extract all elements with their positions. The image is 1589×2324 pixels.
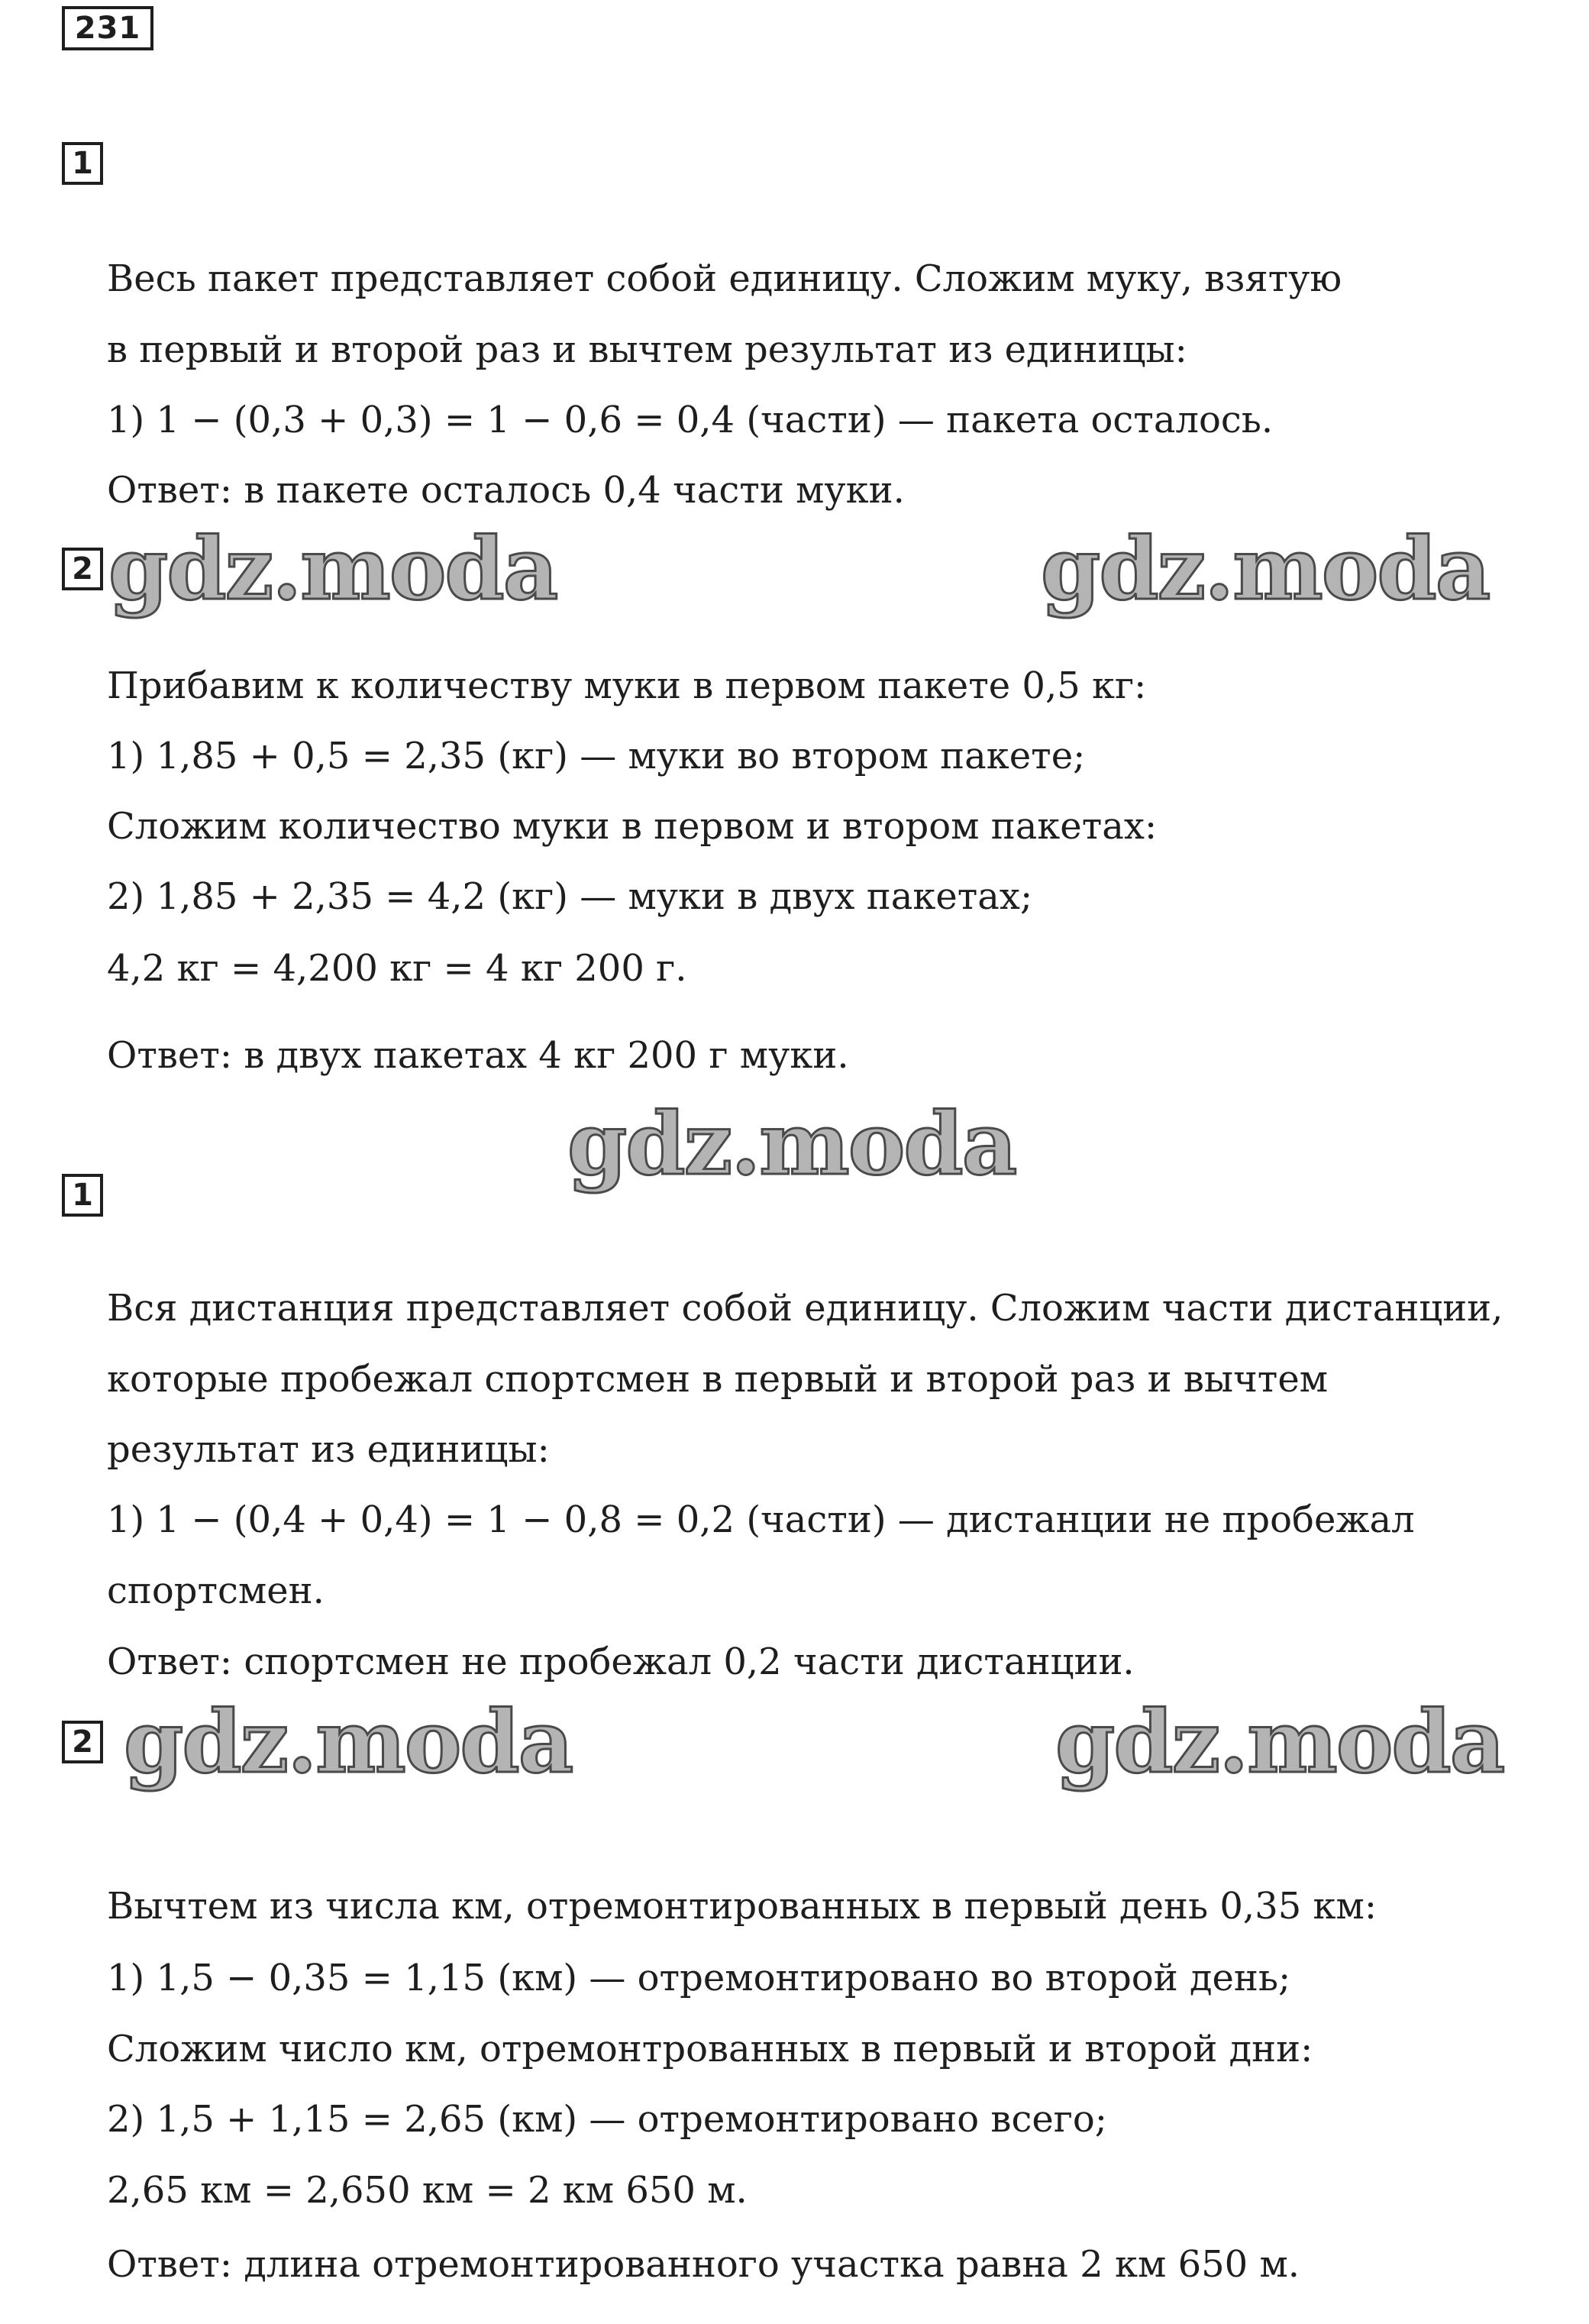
page-number-box <box>62 6 153 50</box>
text-line: 1) 1 − (0,3 + 0,3) = 1 − 0,6 = 0,4 (части) — пакета осталось. <box>107 399 1274 441</box>
text-line: Вся дистанция представляет собой единицу. Сложим части дистанции, <box>107 1287 1503 1330</box>
section-number: 1 <box>72 1178 93 1213</box>
text-line: Вычтем из числа км, отремонтированных в первый день 0,35 км: <box>107 1885 1377 1928</box>
text-line: 2) 1,5 + 1,15 = 2,65 (км) — отремонтировано всего; <box>107 2098 1107 2141</box>
section-number: 2 <box>72 1724 93 1760</box>
section-number-box <box>62 1174 103 1217</box>
answer-line: Ответ: в двух пакетах 4 кг 200 г муки. <box>107 1034 849 1077</box>
text-line: 4,2 кг = 4,200 кг = 4 кг 200 г. <box>107 947 687 990</box>
section-number-box <box>62 1721 103 1763</box>
section-number: 2 <box>72 551 93 587</box>
text-line: 2) 1,85 + 2,35 = 4,2 (кг) — муки в двух пакетах; <box>107 875 1033 918</box>
text-line: в первый и второй раз и вычтем результат из единицы: <box>107 328 1187 371</box>
text-line: Сложим число км, отремонтрованных в первый и второй дни: <box>107 2028 1313 2070</box>
watermark-logo: gdz.moda <box>124 1692 573 1792</box>
watermark-logo: gdz.moda <box>1041 519 1490 619</box>
watermark-logo: gdz.moda <box>108 519 557 619</box>
text-line: Прибавим к количеству муки в первом пакете 0,5 кг: <box>107 664 1147 707</box>
text-line: 1) 1,85 + 0,5 = 2,35 (кг) — муки во втором пакете; <box>107 735 1086 777</box>
text-line: 1) 1 − (0,4 + 0,4) = 1 − 0,8 = 0,2 (части) — дистанции не пробежал <box>107 1498 1415 1541</box>
text-line: 2,65 км = 2,650 км = 2 км 650 м. <box>107 2169 748 2212</box>
text-line: спортсмен. <box>107 1569 325 1612</box>
watermark-logo: gdz.moda <box>567 1094 1016 1194</box>
section-number-box <box>62 142 103 185</box>
answer-line: Ответ: в пакете осталось 0,4 части муки. <box>107 469 905 512</box>
page-number: 231 <box>74 11 141 46</box>
section-number-box <box>62 548 103 590</box>
text-line: 1) 1,5 − 0,35 = 1,15 (км) — отремонтировано во второй день; <box>107 1957 1291 1999</box>
answer-line: Ответ: спортсмен не пробежал 0,2 части дистанции. <box>107 1640 1135 1683</box>
watermark-logo: gdz.moda <box>1055 1692 1504 1792</box>
text-line: Сложим количество муки в первом и втором пакетах: <box>107 805 1158 848</box>
text-line: которые пробежал спортсмен в первый и второй раз и вычтем <box>107 1358 1329 1401</box>
answer-line: Ответ: длина отремонтированного участка равна 2 км 650 м. <box>107 2243 1300 2286</box>
text-line: результат из единицы: <box>107 1428 550 1471</box>
text-line: Весь пакет представляет собой единицу. Сложим муку, взятую <box>107 257 1342 300</box>
section-number: 1 <box>72 146 93 181</box>
